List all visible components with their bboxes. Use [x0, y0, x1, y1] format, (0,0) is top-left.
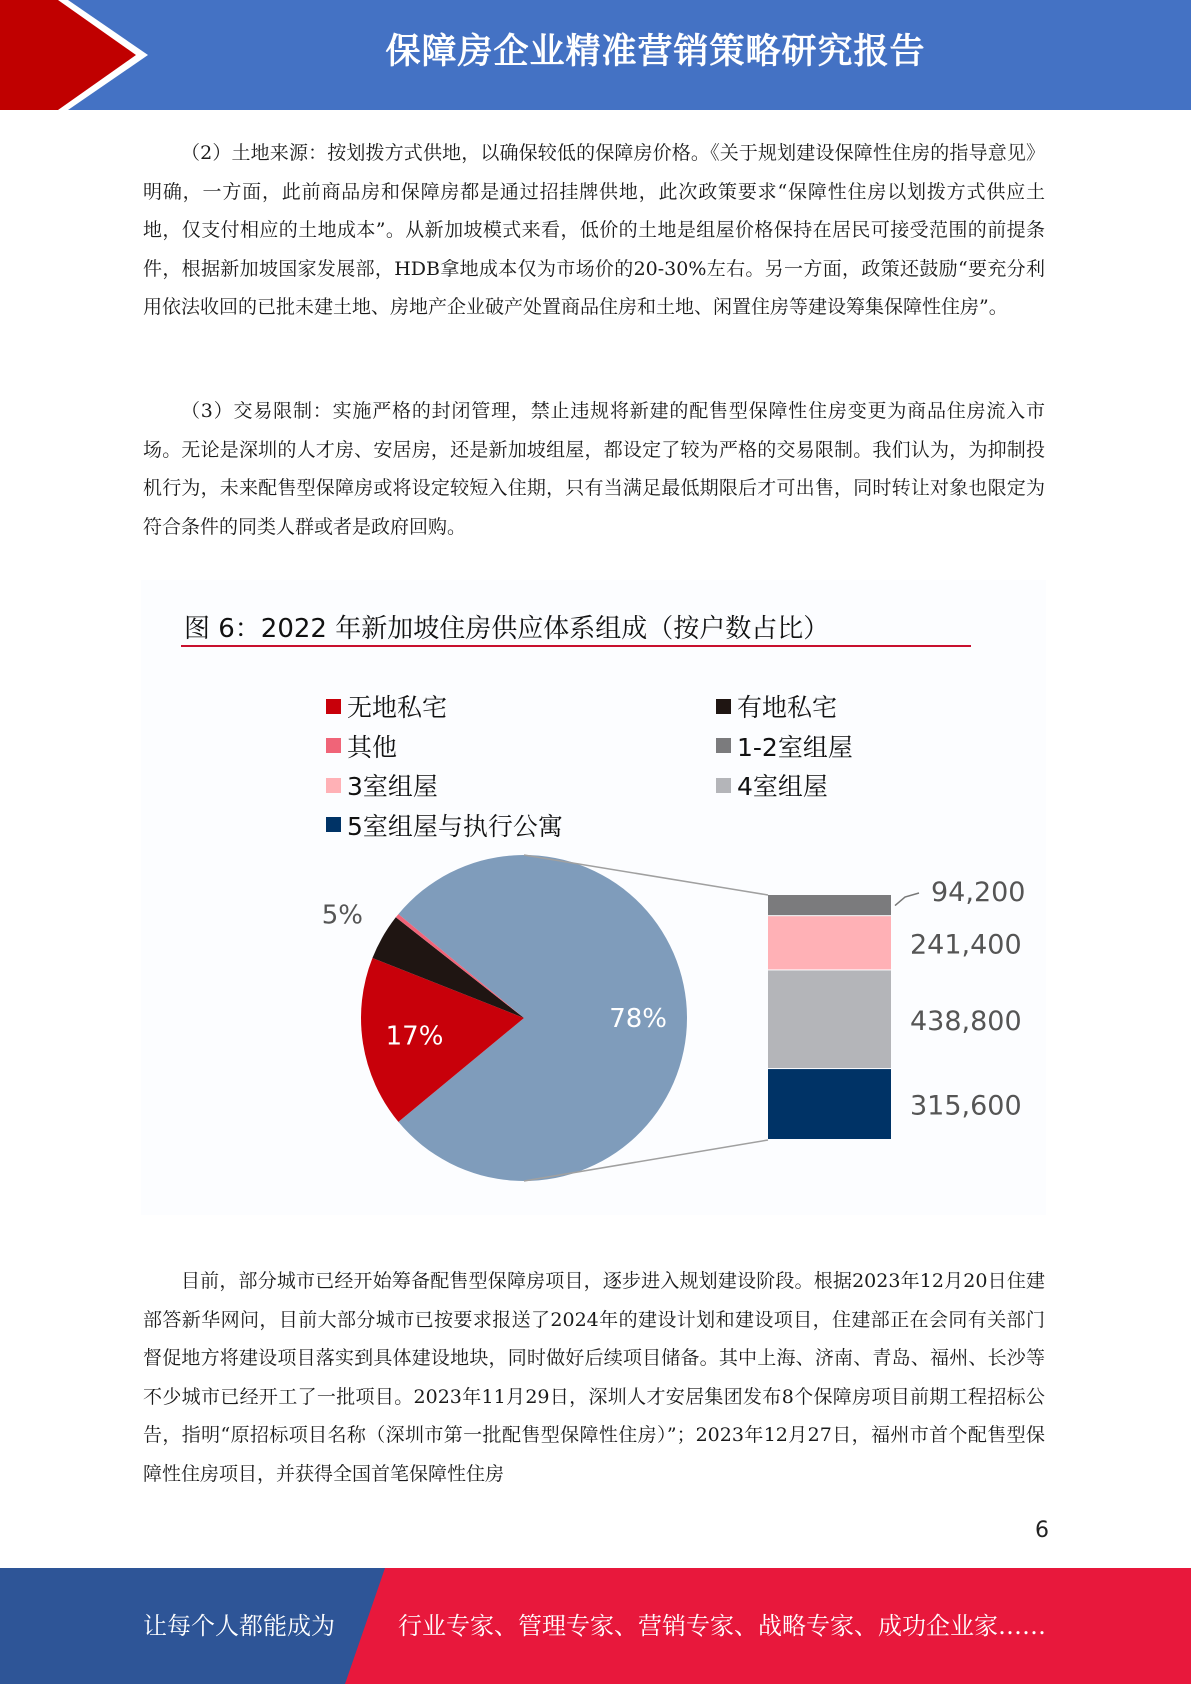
pie-label: 5%	[321, 900, 364, 931]
legend-swatch	[716, 699, 731, 714]
bar-value-label: 438,800	[910, 1005, 1022, 1037]
page-number: 6	[1035, 1518, 1049, 1543]
bar-leader-line	[895, 893, 919, 906]
bar-segment	[768, 895, 891, 915]
pie-label: 17%	[385, 1021, 444, 1052]
bar-value-label: 94,200	[931, 877, 1026, 908]
figure-title: 图 6：2022 年新加坡住房供应体系组成（按户数占比）	[184, 614, 830, 644]
legend-item	[716, 728, 853, 764]
page-header	[0, 0, 1191, 110]
legend-swatch	[326, 778, 341, 793]
legend-swatch	[326, 817, 341, 832]
legend-label: 3室组屋	[347, 772, 438, 801]
figure-6	[141, 580, 1046, 1215]
legend-item	[326, 767, 438, 803]
paragraph-current-progress: 目前，部分城市已经开始筹备配售型保障房项目，逐步进入规划建设阶段。根据2023年12月20日住建部答新华网问，目前大部分城市已按要求报送了2024年的建设计划和建设项目，住建部正在会同有关部门督促地方将建设项目落实到具体建设地块，同时做好后续项目储备。其中上海、济南、青岛、福州、长沙等不少城市已经开工了一批项目。2023年11月29日，深圳人才安居集团发布8个保障房项目前期工程招标公告，指明“原招标项目名称（深圳市第一批配售型保障性住房）”；2023年12月27日，福州市首个配售型保障性住房项目，并获得全国首笔保障性住房	[143, 1270, 1045, 1485]
legend-label: 有地私宅	[737, 693, 838, 722]
footer-slogan-left: 让每个人都能成为	[143, 1612, 335, 1640]
legend-swatch	[716, 738, 731, 753]
page-footer	[0, 1568, 1191, 1684]
bar-segment	[768, 1069, 891, 1139]
legend-swatch	[326, 738, 341, 753]
legend-label: 5室组屋与执行公寓	[347, 811, 563, 841]
legend-item	[326, 688, 447, 724]
chart-svg	[141, 580, 1046, 1215]
bar-segment	[768, 970, 891, 1068]
bar-segment	[768, 916, 891, 969]
report-title: 保障房企业精准营销策略研究报告	[385, 32, 926, 72]
figure-title-rule	[181, 645, 971, 647]
legend-label: 其他	[347, 732, 398, 762]
bar-value-label: 241,400	[910, 929, 1022, 961]
legend-item	[716, 767, 828, 803]
legend-swatch	[326, 699, 341, 714]
legend-label: 无地私宅	[347, 693, 448, 722]
paragraph-trade-restriction: （3）交易限制：实施严格的封闭管理，禁止违规将新建的配售型保障性住房变更为商品住房流入市场。无论是深圳的人才房、安居房，还是新加坡组屋，都设定了较为严格的交易限制。我们认为，为抑制投机行为，未来配售型保障房或将设定较短入住期，只有当满足最低期限后才可出售，同时转让对象也限定为符合条件的同类人群或者是政府回购。	[143, 400, 1045, 538]
legend-item	[716, 688, 837, 724]
legend-label: 1-2室组屋	[737, 732, 853, 762]
legend-label: 4室组屋	[737, 772, 828, 801]
paragraph-land-source: （2）土地来源：按划拨方式供地，以确保较低的保障房价格。《关于规划建设保障性住房的指导意见》明确，一方面，此前商品房和保障房都是通过招挂牌供地，此次政策要求“保障性住房以划拨方式供应土地，仅支付相应的土地成本”。从新加坡模式来看，低价的土地是组屋价格保持在居民可接受范围的前提条件，根据新加坡国家发展部，HDB拿地成本仅为市场价的20-30%左右。另一方面，政策还鼓励“要充分利用依法收回的已批未建土地、房地产企业破产处置商品住房和土地、闲置住房等建设筹集保障性住房”。	[143, 142, 1045, 319]
header-arrow-decoration	[0, 0, 160, 110]
footer-slogan-right: 行业专家、管理专家、营销专家、战略专家、成功企业家……	[398, 1612, 1046, 1640]
legend-swatch	[716, 778, 731, 793]
legend-item	[326, 728, 397, 764]
pie-label: 78%	[609, 1004, 667, 1034]
bar-value-label: 315,600	[910, 1090, 1022, 1122]
legend-item	[326, 807, 563, 843]
